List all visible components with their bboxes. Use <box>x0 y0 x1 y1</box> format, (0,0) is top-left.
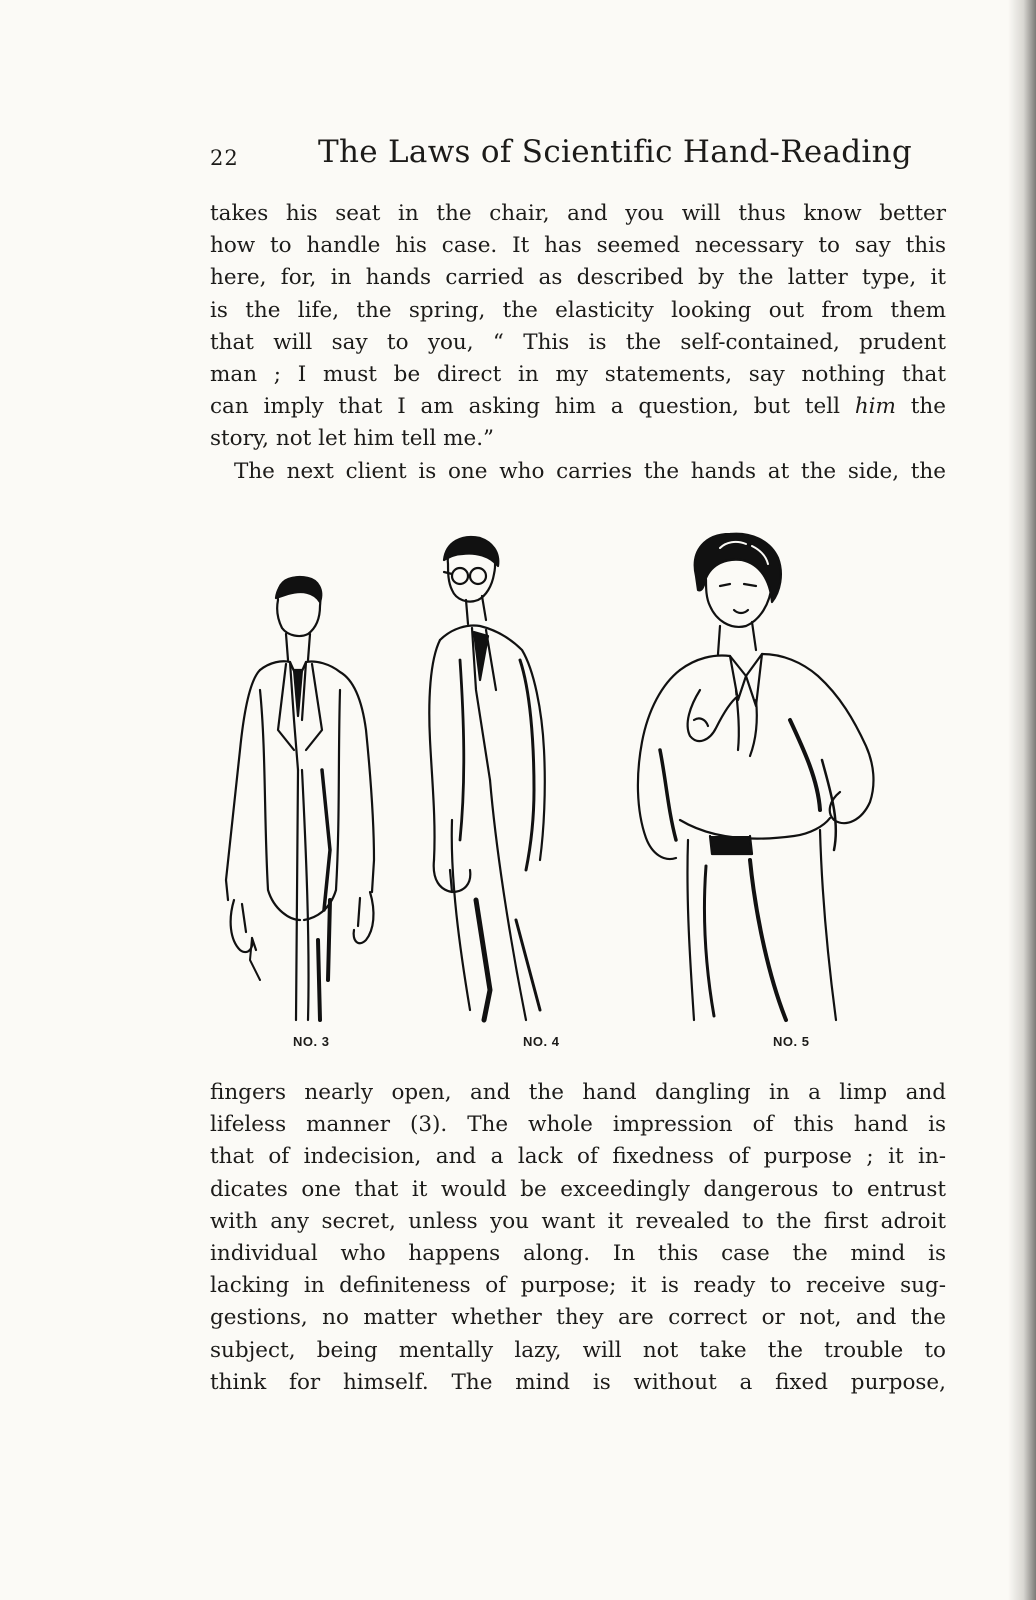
caption-no-4: NO. 4 <box>523 1034 560 1049</box>
text-line: lacking in definiteness of purpose; it is ready to receive sug- <box>210 1273 946 1299</box>
caption-no-5: NO. 5 <box>773 1034 810 1049</box>
figure-no-3-man <box>226 577 374 1020</box>
page-edge-shadow <box>1008 0 1036 1600</box>
text-line: fingers nearly open, and the hand dangling in a limp and <box>210 1080 946 1105</box>
text-line: think for himself. The mind is without a fixed purpose, <box>210 1369 946 1395</box>
text-line: The next client is one who carries the hands at the side, the <box>234 458 946 484</box>
top-paragraph <box>210 198 946 488</box>
text-line: story, not let him tell me.” <box>210 426 495 452</box>
page-header <box>210 134 913 178</box>
text-segment: the <box>895 394 947 420</box>
figure-drawings <box>190 520 960 1060</box>
text-line-with-emphasis <box>210 391 946 423</box>
text-line: subject, being mentally lazy, will not take the trouble to <box>210 1337 946 1363</box>
illustration-figure <box>190 520 960 1060</box>
text-line: with any secret, unless you want it revealed to the first adroit <box>210 1208 946 1234</box>
text-line: here, for, in hands carried as described by the latter type, it <box>210 265 946 291</box>
text-line: lifeless manner (3). The whole impression of this hand is <box>210 1112 946 1138</box>
figure-no-5-woman <box>638 534 874 1020</box>
text-line: how to handle his case. It has seemed necessary to say this <box>210 233 946 259</box>
text-line: man ; I must be direct in my statements, say nothing that <box>210 361 946 387</box>
text-line: gestions, no matter whether they are correct or not, and the <box>210 1305 946 1331</box>
page-number: 22 <box>210 146 239 170</box>
text-line: takes his seat in the chair, and you will thus know better <box>210 201 946 226</box>
text-line: dicates one that it would be exceedingly dangerous to entrust <box>210 1176 946 1202</box>
caption-no-3: NO. 3 <box>293 1034 330 1049</box>
emphasis-word: him <box>854 394 896 420</box>
text-line: that will say to you, “ This is the self-contained, prudent <box>210 329 946 355</box>
figure-no-4-man <box>429 537 544 1020</box>
text-line: is the life, the spring, the elasticity looking out from them <box>210 297 946 323</box>
bottom-paragraph <box>210 1077 946 1399</box>
text-line: that of indecision, and a lack of fixedness of purpose ; it in- <box>210 1144 946 1170</box>
text-line: individual who happens along. In this case the mind is <box>210 1240 946 1266</box>
running-title: The Laws of Scientific Hand-Reading <box>318 134 913 170</box>
text-segment: can imply that I am asking him a question, but tell <box>210 394 855 420</box>
